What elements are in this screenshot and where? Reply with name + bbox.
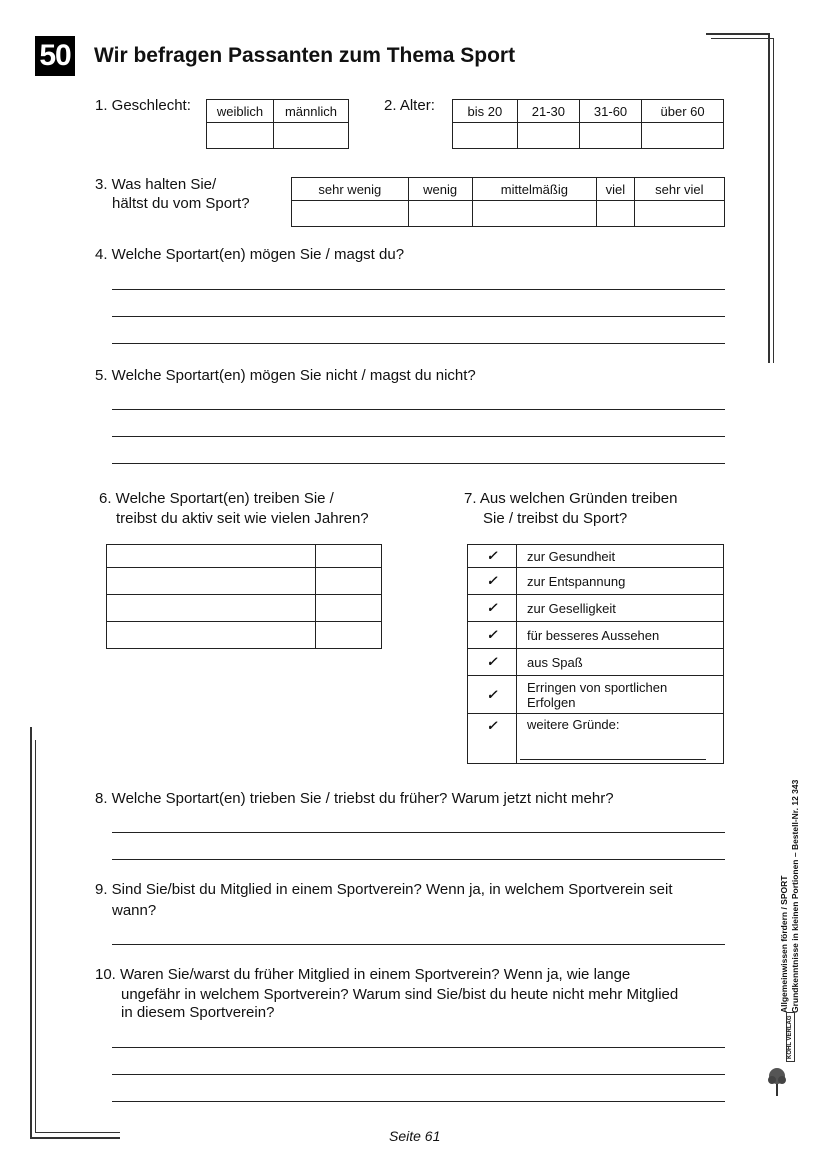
- answer-line[interactable]: [112, 1101, 725, 1102]
- q3-option: sehr viel: [634, 178, 724, 201]
- q2-option: 21-30: [517, 100, 579, 123]
- answer-line[interactable]: [112, 944, 725, 945]
- q7-other-reasons-cell: [517, 714, 724, 764]
- q7-label-line1: 7. Aus welchen Gründen treiben: [464, 490, 678, 507]
- q7-reason: aus Spaß: [517, 649, 724, 676]
- q2-label: 2. Alter:: [384, 97, 435, 114]
- q3-answer-cell[interactable]: [634, 201, 724, 227]
- q7-reason: Erringen von sportlichen Erfolgen: [517, 676, 724, 714]
- q1-answer-cell[interactable]: [207, 123, 274, 149]
- q6-years-cell[interactable]: [316, 622, 382, 649]
- q7-reason: zur Entspannung: [517, 568, 724, 595]
- answer-line[interactable]: [112, 463, 725, 464]
- checkmark-icon[interactable]: ✓: [468, 595, 517, 622]
- publisher-logo-text: KOHL VERLAG: [786, 1012, 795, 1062]
- q3-option: viel: [597, 178, 634, 201]
- q3-answer-cell[interactable]: [408, 201, 472, 227]
- q3-answer-cell[interactable]: [292, 201, 409, 227]
- answer-line[interactable]: [112, 436, 725, 437]
- q2-answer-cell[interactable]: [517, 123, 579, 149]
- checkmark-icon[interactable]: ✓: [468, 545, 517, 568]
- q1-option-maennlich: männlich: [273, 100, 348, 123]
- q1-answer-cell[interactable]: [273, 123, 348, 149]
- answer-line[interactable]: [112, 316, 725, 317]
- q3-label-line2: hältst du vom Sport?: [112, 195, 250, 212]
- q7-reason: zur Gesundheit: [517, 545, 724, 568]
- q3-option: mittelmäßig: [472, 178, 597, 201]
- answer-line[interactable]: [112, 1074, 725, 1075]
- q6-years-cell[interactable]: [316, 568, 382, 595]
- q10-label-line1: 10. Waren Sie/warst du früher Mitglied in einem Sportverein? Wenn ja, wie lange: [95, 966, 631, 983]
- q1-label: 1. Geschlecht:: [95, 97, 191, 114]
- q6-table: [106, 544, 382, 649]
- q6-label-line2: treibst du aktiv seit wie vielen Jahren?: [116, 510, 369, 527]
- q2-option: über 60: [642, 100, 724, 123]
- checkmark-icon[interactable]: ✓: [468, 714, 517, 764]
- q3-answer-cell[interactable]: [597, 201, 634, 227]
- q1-table: [206, 99, 349, 149]
- q2-answer-cell[interactable]: [453, 123, 518, 149]
- q7-table: [467, 544, 724, 764]
- q4-label: 4. Welche Sportart(en) mögen Sie / magst du?: [95, 246, 405, 263]
- worksheet-number: 50: [35, 36, 75, 76]
- q6-years-cell[interactable]: [316, 545, 382, 568]
- q9-label-line2: wann?: [112, 902, 157, 919]
- answer-line[interactable]: [112, 409, 725, 410]
- q2-option: bis 20: [453, 100, 518, 123]
- answer-line[interactable]: [112, 343, 725, 344]
- checkmark-icon[interactable]: ✓: [468, 649, 517, 676]
- page-title: Wir befragen Passanten zum Thema Sport: [94, 44, 516, 67]
- q8-label: 8. Welche Sportart(en) trieben Sie / triebst du früher? Warum jetzt nicht mehr?: [95, 790, 614, 807]
- q3-option: wenig: [408, 178, 472, 201]
- q2-answer-cell[interactable]: [642, 123, 724, 149]
- checkmark-icon[interactable]: ✓: [468, 568, 517, 595]
- q10-label-line2: ungefähr in welchem Sportverein? Warum sind Sie/bist du heute nicht mehr Mitglied: [121, 986, 679, 1003]
- q7-reason: weitere Gründe:: [527, 717, 620, 732]
- q2-answer-cell[interactable]: [579, 123, 641, 149]
- q6-label-line1: 6. Welche Sportart(en) treiben Sie /: [99, 490, 334, 507]
- q3-option: sehr wenig: [292, 178, 409, 201]
- q7-reason: für besseres Aussehen: [517, 622, 724, 649]
- q3-label-line1: 3. Was halten Sie/: [95, 176, 217, 193]
- answer-line[interactable]: [112, 289, 725, 290]
- q6-sport-cell[interactable]: [107, 595, 316, 622]
- q10-label-line3: in diesem Sportverein?: [121, 1004, 275, 1021]
- q7-reason: zur Geselligkeit: [517, 595, 724, 622]
- q3-answer-cell[interactable]: [472, 201, 597, 227]
- checkmark-icon[interactable]: ✓: [468, 676, 517, 714]
- answer-line[interactable]: [112, 1047, 725, 1048]
- q6-sport-cell[interactable]: [107, 622, 316, 649]
- q3-table: [291, 177, 725, 227]
- page-number: Seite 61: [389, 1128, 441, 1144]
- q6-sport-cell[interactable]: [107, 545, 316, 568]
- sidebar-order-text: Grundkenntnisse in kleinen Portionen – Bestell-Nr. 12 343: [790, 779, 800, 1013]
- q6-sport-cell[interactable]: [107, 568, 316, 595]
- q9-label-line1: 9. Sind Sie/bist du Mitglied in einem Sportverein? Wenn ja, in welchem Sportverein seit: [95, 881, 673, 898]
- q2-option: 31-60: [579, 100, 641, 123]
- q1-option-weiblich: weiblich: [207, 100, 274, 123]
- checkmark-icon[interactable]: ✓: [468, 622, 517, 649]
- q2-table: [452, 99, 724, 149]
- q7-label-line2: Sie / treibst du Sport?: [483, 510, 628, 527]
- sidebar-series-text: Allgemeinwissen fördern / SPORT: [779, 875, 789, 1013]
- other-reasons-line[interactable]: [520, 759, 706, 760]
- answer-line[interactable]: [112, 832, 725, 833]
- q6-years-cell[interactable]: [316, 595, 382, 622]
- q5-label: 5. Welche Sportart(en) mögen Sie nicht / magst du nicht?: [95, 367, 476, 384]
- answer-line[interactable]: [112, 859, 725, 860]
